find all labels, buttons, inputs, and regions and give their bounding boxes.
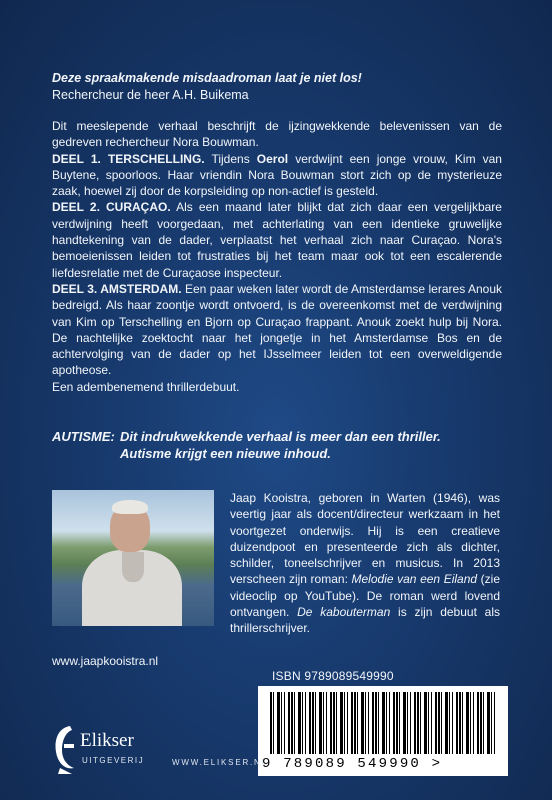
author-bio: [230, 490, 500, 637]
autisme-label: AUTISME:: [52, 429, 115, 444]
part-2-title: DEEL 2. CURAÇAO.: [52, 200, 171, 215]
blurb-intro: Dit meeslepende verhaal beschrijft de ijzingwekkende belevenissen van de gedreven rechercheur Nora Bouwman.: [52, 119, 502, 150]
barcode: [258, 686, 508, 776]
blurb-part-1: [52, 151, 502, 200]
blurb: [52, 118, 502, 395]
bio-text-middle: (zie videoclip op YouTube). De roman werd lovend ontvangen.: [230, 572, 500, 620]
tagline-attribution: Rechercheur de heer A.H. Buikema: [52, 88, 249, 102]
part-1-text-after: verdwijnt een jonge vrouw, Kim van Buytene, spoorloos. Haar vriendin Nora Bouwman stort zich op de mysterieuze zaak, hoewel zij door de korpsleiding op non-actief is gesteld.: [52, 151, 502, 199]
autisme-line-1: Dit indrukwekkende verhaal is meer dan een thriller.: [120, 429, 441, 444]
blurb-part-2: [52, 199, 502, 280]
tagline-quote: Deze spraakmakende misdaadroman laat je niet los!: [52, 71, 362, 85]
autisme-line-2: Autisme krijgt een nieuwe inhoud.: [120, 446, 331, 461]
part-1-bold: Oerol: [256, 151, 289, 166]
author-photo: [52, 490, 214, 626]
bio-title-1: Melodie van een Eiland: [351, 572, 478, 587]
blurb-part-3: [52, 281, 502, 379]
barcode-digits: 9 789089 549990 >: [262, 756, 443, 772]
publisher-logo-mark-icon: [50, 722, 78, 776]
isbn-label: ISBN 9789089549990: [272, 669, 394, 683]
part-3-text: Een paar weken later wordt de Amsterdamse lerares Anouk bedreigd. Als haar zoontje wordt ontvoerd, is de overeenkomst met de verdwijning van Kim op Terschelling en Bjorn op Curaçao frappant. Anouk zoekt hulp bij Nora. De nachtelijke zoektocht naar het jongetje in het Amsterdamse Bos en de achtervolging van de dader op het IJsselmeer leiden tot een overweldigende apotheose.: [52, 281, 502, 378]
bio-text-before: Jaap Kooistra, geboren in Warten (1946), was veertig jaar als docent/directeur werkzaam in het voortgezet onderwijs. Hij is een creatieve duizendpoot en presenteerde zich als dichter, schilder, toneelschrijver en musicus. In 2013 verscheen zijn roman:: [230, 491, 500, 587]
bio-title-2: De kabouterman: [297, 605, 391, 620]
barcode-bars: [270, 692, 496, 754]
publisher-name: Elikser: [80, 730, 134, 751]
publisher-url: WWW.ELIKSER.NL: [172, 758, 268, 767]
part-3-title: DEEL 3. AMSTERDAM.: [52, 281, 182, 296]
publisher-logo: [50, 722, 160, 782]
part-2-text: Als een maand later blijkt dat zich daar een vergelijkbare verdwijning heeft voorgedaan, met achterlating van een identieke gruwelijke handtekening van de dader, verplaatst het verhaal zich naar Curaçao. Nora's bemoeienissen leiden tot frustraties bij het team maar ook tot een escalerende liefdesrelatie met de Curaçaose inspecteur.: [52, 200, 502, 280]
part-1-title: DEEL 1. TERSCHELLING.: [52, 151, 205, 166]
blurb-closing: Een adembenemend thrillerdebuut.: [52, 379, 240, 394]
part-1-text-before: Tijdens: [204, 151, 257, 166]
autisme-statement: [52, 428, 512, 462]
tagline: [52, 70, 502, 104]
bio-text-after: is zijn debuut als thrillerschrijver.: [230, 605, 500, 636]
publisher-sub: UITGEVERIJ: [82, 756, 145, 765]
author-website: www.jaapkooistra.nl: [52, 654, 159, 668]
